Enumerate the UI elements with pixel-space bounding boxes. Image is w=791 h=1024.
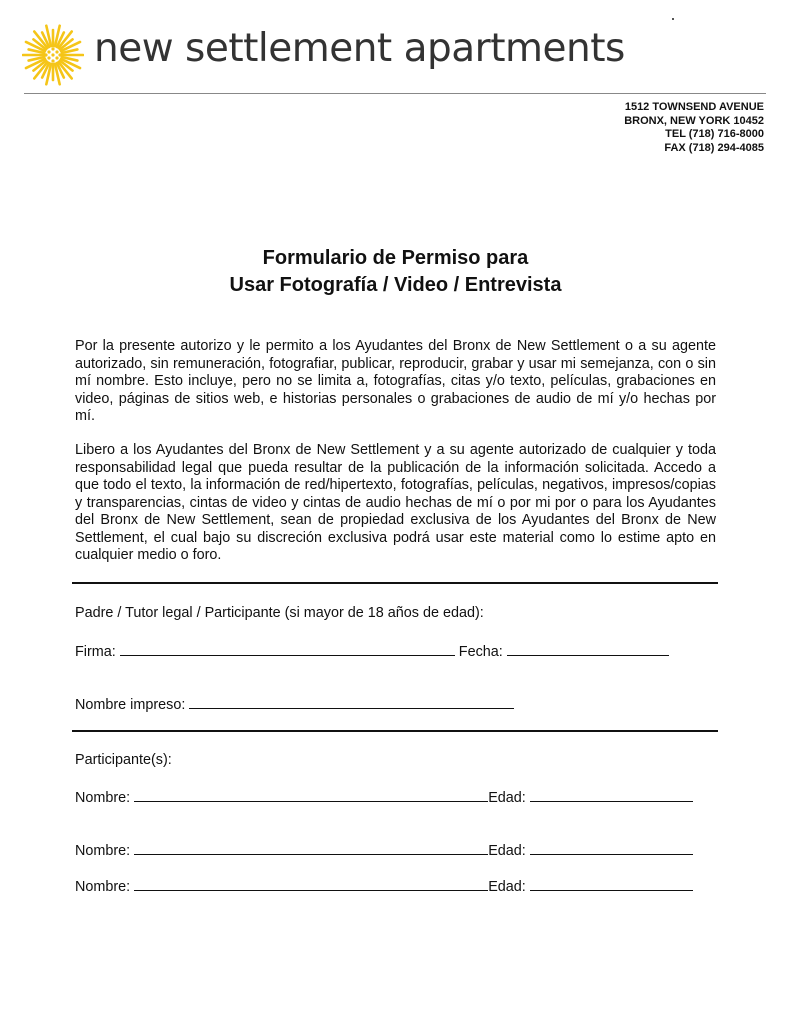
signature-row	[75, 642, 669, 660]
participant-name-field[interactable]	[134, 877, 488, 891]
participant-age-label: Edad:	[488, 843, 526, 859]
header-divider	[24, 93, 766, 94]
printed-name-field[interactable]	[189, 695, 514, 709]
participant-name-field[interactable]	[134, 788, 488, 802]
title-line-2: Usar Fotografía / Video / Entrevista	[229, 274, 562, 296]
sunflower-logo	[22, 24, 84, 86]
participants-heading: Participante(s):	[75, 752, 172, 768]
participant-age-field[interactable]	[530, 841, 693, 855]
participant-name-label: Nombre:	[75, 843, 131, 859]
brand-name: new settlement apartments	[94, 26, 625, 71]
title-line-1: Formulario de Permiso para	[262, 247, 529, 269]
section-divider	[72, 730, 718, 732]
guardian-heading: Padre / Tutor legal / Participante (si mayor de 18 años de edad):	[75, 605, 484, 621]
signature-field[interactable]	[120, 642, 455, 656]
form-title	[0, 245, 791, 299]
authorization-paragraph: Por la presente autorizo y le permito a los Ayudantes del Bronx de New Settlement o a su agente autorizado, sin remuneración, fotografiar, publicar, reproducir, grabar y usar mi semejanza, con o sin mí nombre. Esto incluye, pero no se limita a, fotografías, citas y/o texto, películas, grabaciones en video, páginas de sitios web, e historias personales o grabaciones de audio de mí y/o hechas por mí.	[75, 338, 716, 424]
date-label: Fecha:	[458, 644, 503, 660]
participant-age-label: Edad:	[488, 879, 526, 895]
release-paragraph: Libero a los Ayudantes del Bronx de New Settlement y a su agente autorizado de cualquier y toda responsabilidad legal que pueda resultar de la publicación de la información solicitada. Accedo a que todo el texto, la información de red/hipertexto, fotografías, películas, negativos, impresos/copias y transparencias, cintas de video y cintas de audio hechas de mí o por mi por o para los Ayudantes del Bronx de New Settlement, sean de propiedad exclusiva de los Ayudantes del Bronx de New Settlement, el cual bajo su discreción exclusiva podrá usar este material como lo estime apto en cualquier medio o foro.	[75, 442, 716, 563]
date-field[interactable]	[507, 642, 669, 656]
signature-label: Firma:	[75, 644, 116, 660]
participant-name-label: Nombre:	[75, 790, 131, 806]
participant-row	[75, 841, 693, 859]
printed-name-label: Nombre impreso:	[75, 697, 186, 713]
stray-mark	[672, 18, 674, 20]
participant-name-field[interactable]	[134, 841, 488, 855]
participant-name-label: Nombre:	[75, 879, 131, 895]
address-fax: FAX (718) 294-4085	[664, 141, 764, 154]
participant-row	[75, 788, 693, 806]
sunflower-icon	[22, 24, 84, 86]
participant-age-field[interactable]	[530, 788, 693, 802]
address-tel: TEL (718) 716-8000	[665, 128, 764, 141]
section-divider	[72, 582, 718, 584]
address-street: 1512 TOWNSEND AVENUE	[624, 101, 764, 113]
participant-age-label: Edad:	[488, 790, 526, 806]
address-block	[624, 101, 764, 155]
address-city: BRONX, NEW YORK 10452	[624, 114, 764, 127]
participant-row	[75, 877, 693, 895]
printed-name-row	[75, 695, 514, 713]
participant-age-field[interactable]	[530, 877, 693, 891]
